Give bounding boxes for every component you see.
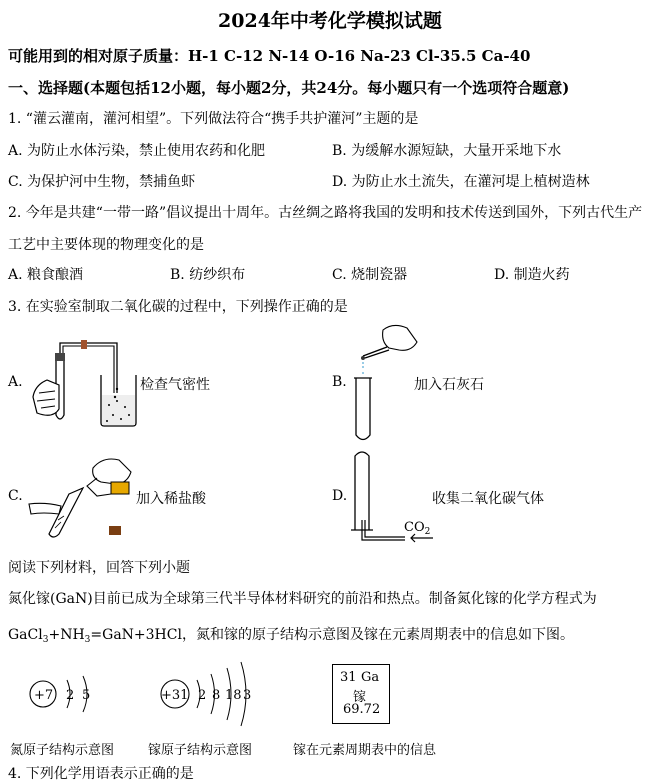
- q2-stem-line2: 工艺中主要体现的物理变化的是: [8, 237, 204, 253]
- q1-option-c[interactable]: C. 为保护河中生物，禁捕鱼虾: [8, 174, 196, 190]
- n-caption: 氮原子结构示意图: [10, 743, 115, 758]
- ga-shell-4: 3: [243, 688, 252, 703]
- add-hydrochloric-acid-figure: [25, 448, 145, 543]
- q3-option-a-label: 检查气密性: [140, 377, 210, 393]
- co2-label: $CO_2$: [404, 520, 431, 537]
- q2-option-b[interactable]: B. 纺纱织布: [170, 267, 246, 283]
- q4-stem: 4. 下列化学用语表示正确的是: [8, 766, 194, 782]
- ga-atomic-number: 31: [340, 670, 357, 685]
- reading-line2: $GaCl_3+NH_3=GaN+3HCl$，氮和镓的原子结构示意图及镓在元素周期表中的信息如下图。: [8, 627, 574, 645]
- q3-option-c-label: 加入稀盐酸: [136, 491, 206, 507]
- q2-option-d[interactable]: D. 制造火药: [494, 267, 570, 283]
- reading-intro: 阅读下列材料，回答下列小题: [8, 560, 190, 576]
- q1-option-b[interactable]: B. 为缓解水源短缺，大量开采地下水: [332, 143, 562, 159]
- q1-option-a[interactable]: A. 为防止水体污染，禁止使用农药和化肥: [8, 143, 266, 159]
- q2-option-c[interactable]: C. 烧制瓷器: [332, 267, 408, 283]
- section-heading: 一、选择题(本题包括12小题，每小题2分，共24分。每小题只有一个选项符合题意): [8, 79, 570, 97]
- q3-option-c-letter[interactable]: C.: [8, 488, 23, 504]
- ga-shell-3: 18: [225, 688, 242, 703]
- ga-shell-2: 8: [212, 688, 221, 703]
- q3-option-b-label: 加入石灰石: [414, 377, 484, 393]
- ga-symbol: Ga: [361, 670, 380, 685]
- reading-line1: 氮化镓(GaN)目前已成为全球第三代半导体材料研究的前沿和热点。制备氮化镓的化学方程式为: [8, 591, 597, 607]
- add-limestone-figure: [345, 320, 425, 445]
- ga-shell-1: 2: [198, 688, 207, 703]
- q3-option-d-label: 收集二氧化碳气体: [432, 491, 544, 507]
- q1-option-d[interactable]: D. 为防止水土流失，在灌河堤上植树造林: [332, 174, 590, 190]
- n-shell-2: 5: [82, 688, 91, 703]
- ga-nucleus-charge: +31: [161, 688, 189, 703]
- q2-stem-line1: 2. 今年是共建“一带一路”倡议提出十周年。古丝绸之路将我国的发明和技术传送到国外，下列古代生产: [8, 205, 643, 221]
- q3-option-a-letter[interactable]: A.: [8, 374, 23, 390]
- q2-option-a[interactable]: A. 粮食酿酒: [8, 267, 84, 283]
- ga-name: 镓: [353, 690, 367, 705]
- ga-caption: 镓原子结构示意图: [148, 743, 253, 758]
- ga-atomic-mass: 69.72: [343, 702, 381, 717]
- page-title: 2024年中考化学模拟试题: [218, 10, 442, 32]
- q3-option-d-letter[interactable]: D.: [332, 488, 348, 504]
- atomic-masses: 可能用到的相对原子质量：H-1 C-12 N-14 O-16 Na-23 Cl-35.5 Ca-40: [8, 47, 531, 65]
- table-caption: 镓在元素周期表中的信息: [293, 743, 437, 758]
- q3-option-b-letter[interactable]: B.: [332, 374, 347, 390]
- n-nucleus-charge: +7: [34, 688, 54, 703]
- q3-stem: 3. 在实验室制取二氧化碳的过程中，下列操作正确的是: [8, 299, 348, 315]
- q1-stem: 1. “灌云灌南，灌河相望”。下列做法符合“携手共护灌河”主题的是: [8, 111, 419, 127]
- n-shell-1: 2: [66, 688, 75, 703]
